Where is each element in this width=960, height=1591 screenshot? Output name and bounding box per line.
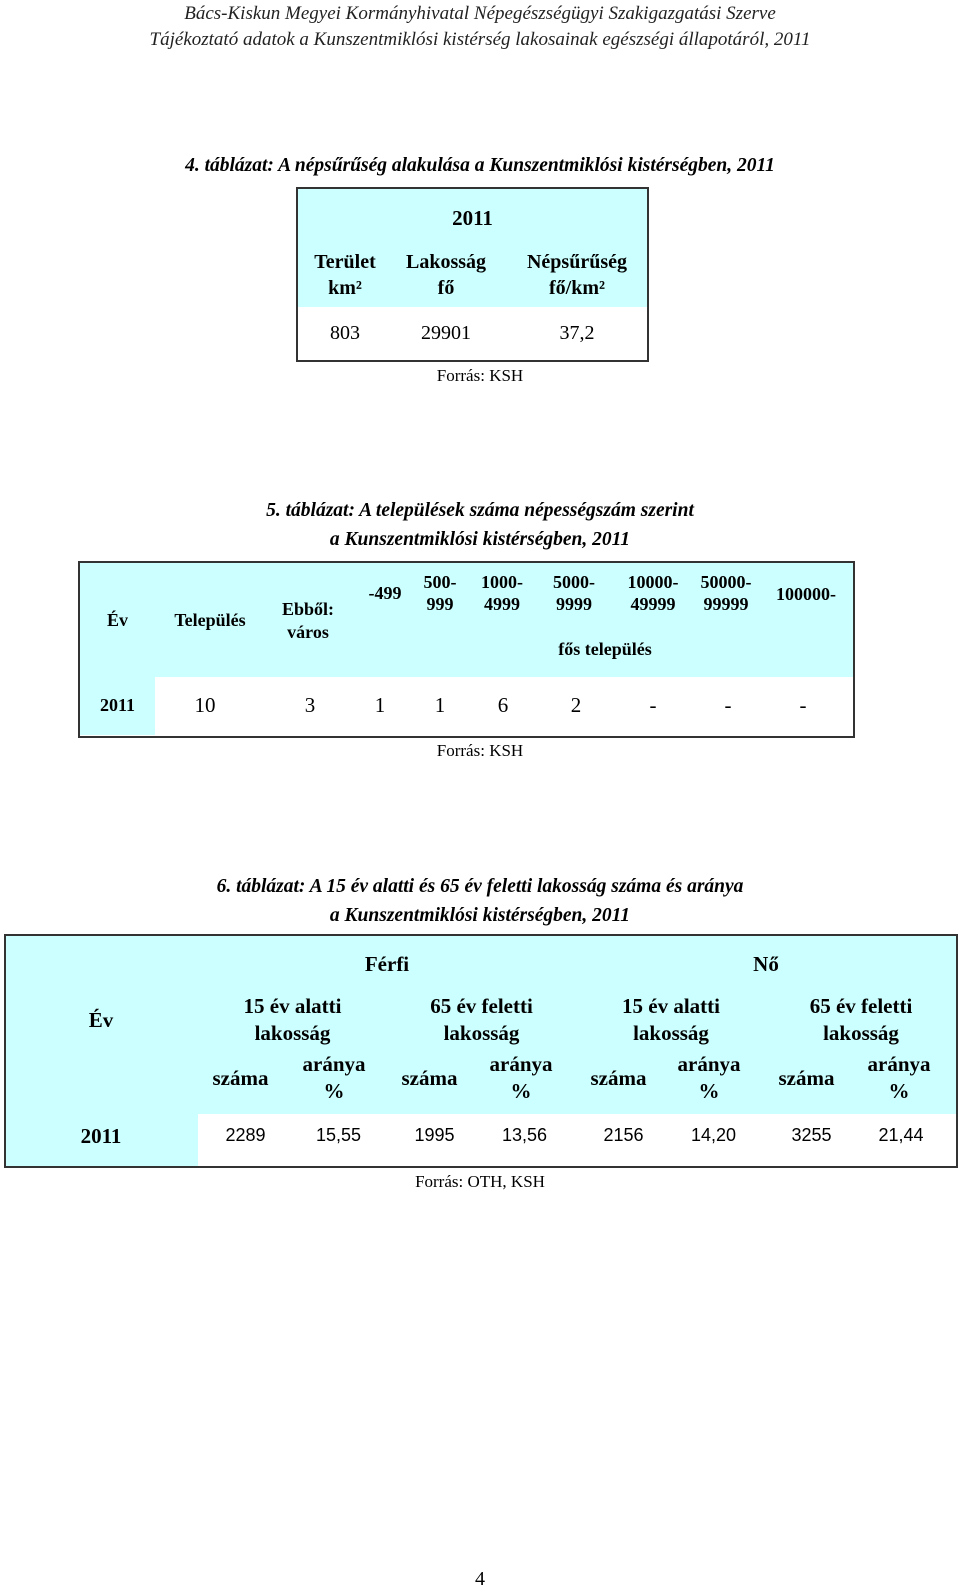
table6-h-szama-3: száma bbox=[590, 1066, 647, 1090]
table6-cell-no-65-szama: 3255 bbox=[791, 1125, 832, 1145]
table6-cell-ferfi-15-aranya: 15,55 bbox=[315, 1125, 362, 1145]
table5-h-10000: 10000- 49999 bbox=[627, 572, 679, 614]
table6-source: Forrás: OTH, KSH bbox=[415, 1172, 545, 1191]
table6-h-aranya-2: aránya % bbox=[489, 1052, 553, 1103]
table6-cell-ferfi-65-aranya: 13,56 bbox=[501, 1125, 548, 1145]
table6-h-aranya-1: aránya % bbox=[302, 1052, 366, 1103]
table6-cell-ferfi-15-szama: 2289 bbox=[225, 1125, 266, 1145]
table4-caption: 4. táblázat: A népsűrűség alakulása a Kunszentmiklósi kistérségben, 2011 bbox=[185, 155, 775, 176]
table5-cell-telepules: 10 bbox=[194, 693, 216, 717]
table6-cell-no-65-aranya: 21,44 bbox=[878, 1125, 924, 1145]
table5-caption-1: 5. táblázat: A települések száma népességszám szerint bbox=[266, 500, 694, 521]
table5-cell-varos: 3 bbox=[304, 693, 316, 717]
table6-h-no: Nő bbox=[753, 952, 779, 976]
table4 bbox=[296, 187, 649, 362]
table5-cell-50000: - bbox=[724, 693, 732, 717]
table6-caption-1: 6. táblázat: A 15 év alatti és 65 év feletti lakosság száma és aránya bbox=[216, 876, 744, 897]
table6-h-no-15: 15 év alatti lakosság bbox=[622, 994, 720, 1045]
table4-year: 2011 bbox=[452, 206, 493, 230]
table5-h-50000: 50000- 99999 bbox=[700, 572, 752, 614]
table4-val-lakossag: 29901 bbox=[421, 322, 471, 344]
table5-caption-2: a Kunszentmiklósi kistérségben, 2011 bbox=[329, 529, 631, 550]
table6-h-ferfi-65: 65 év feletti lakosság bbox=[430, 994, 533, 1045]
table4-val-nepsuruseg: 37,2 bbox=[559, 322, 595, 344]
table6-h-szama-4: száma bbox=[778, 1066, 835, 1090]
table5-h-ev: Év bbox=[106, 610, 128, 630]
header-line-1: Bács-Kiskun Megyei Kormányhivatal Népegészségügyi Szakigazgatási Szerve bbox=[184, 3, 776, 24]
table6 bbox=[4, 934, 958, 1168]
table5-cell-5000: 2 bbox=[570, 693, 582, 717]
page-number: 4 bbox=[475, 1568, 485, 1590]
table5-source: Forrás: KSH bbox=[436, 741, 524, 760]
table5-h-5000: 5000- 9999 bbox=[553, 572, 595, 614]
table6-caption-2: a Kunszentmiklósi kistérségben, 2011 bbox=[329, 905, 631, 926]
table4-source: Forrás: KSH bbox=[436, 366, 524, 385]
table5-h-499: -499 bbox=[368, 583, 402, 603]
table6-h-aranya-4: aránya % bbox=[867, 1052, 931, 1103]
table6-cell-no-15-szama: 2156 bbox=[603, 1125, 644, 1145]
table5 bbox=[78, 561, 855, 738]
table5-h-500: 500- 999 bbox=[423, 572, 457, 614]
table6-h-szama-1: száma bbox=[212, 1066, 269, 1090]
table5-h-ebbol: Ebből: város bbox=[281, 599, 335, 642]
table5-h-1000: 1000- 4999 bbox=[481, 572, 523, 614]
header-line-2: Tájékoztató adatok a Kunszentmiklósi kistérség lakosainak egészségi állapotáról, 2011 bbox=[149, 29, 811, 50]
table5-cell-10000: - bbox=[649, 693, 657, 717]
table5-cell-100000: - bbox=[799, 693, 807, 717]
table5-h-100000: 100000- bbox=[776, 584, 836, 604]
table5-cell-499: 1 bbox=[374, 693, 386, 717]
table6-h-ferfi-15: 15 év alatti lakosság bbox=[243, 994, 342, 1045]
table4-val-terulet: 803 bbox=[330, 322, 360, 344]
table6-h-szama-2: száma bbox=[401, 1066, 458, 1090]
table4-col-nepsuruseg: Népsűrűség fő/km² bbox=[526, 251, 627, 299]
table5-h-telepules: Település bbox=[174, 610, 246, 630]
table6-cell-no-15-aranya: 14,20 bbox=[690, 1125, 737, 1145]
table5-cell-1000: 6 bbox=[497, 693, 509, 717]
table6-cell-ferfi-65-szama: 1995 bbox=[414, 1125, 455, 1145]
table6-h-ferfi: Férfi bbox=[364, 952, 410, 976]
table6-row-year: 2011 bbox=[80, 1124, 122, 1148]
table4-col-lakossag: Lakosság fő bbox=[405, 251, 487, 299]
table4-col-terulet: Terület km² bbox=[314, 251, 376, 299]
table6-h-aranya-3: aránya % bbox=[677, 1052, 741, 1103]
table5-row-year: 2011 bbox=[99, 695, 135, 715]
table6-h-ev: Év bbox=[88, 1008, 114, 1032]
table6-h-no-65: 65 év feletti lakosság bbox=[809, 994, 913, 1045]
table5-cell-500: 1 bbox=[434, 693, 446, 717]
table5-h-fos-telepules: fős település bbox=[558, 639, 652, 659]
